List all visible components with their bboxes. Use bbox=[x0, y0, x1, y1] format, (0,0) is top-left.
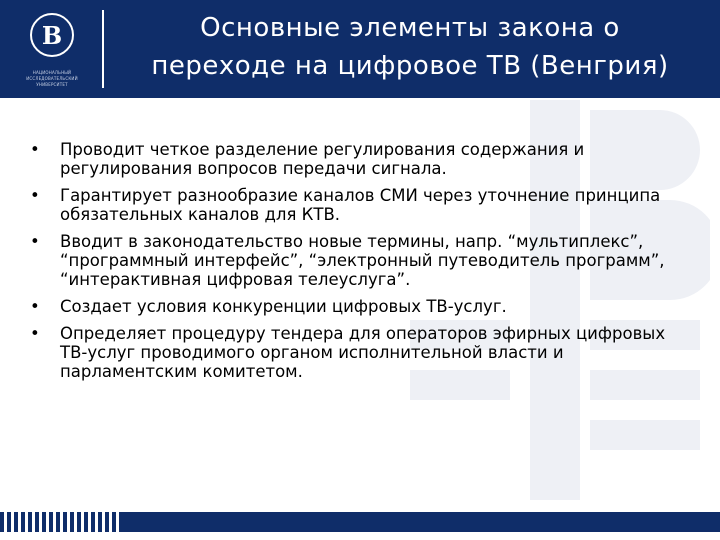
header-divider bbox=[102, 10, 104, 88]
bullet-marker: • bbox=[30, 140, 40, 159]
bullet-text: Гарантирует разнообразие каналов СМИ через уточнение принципа обязательных каналов для КТВ. bbox=[60, 186, 661, 224]
bullet-text: Проводит четкое разделение регулирования содержания и регулирования вопросов передачи сигнала. bbox=[60, 140, 585, 178]
slide-header bbox=[0, 0, 720, 98]
logo-caption: НАЦИОНАЛЬНЫЙ ИССЛЕДОВАТЕЛЬСКИЙ УНИВЕРСИТЕТ bbox=[26, 70, 78, 87]
bullet-marker: • bbox=[30, 297, 40, 316]
bullet-text: Определяет процедуру тендера для операторов эфирных цифровых ТВ-услуг проводимого органом исполнительной власти и парламентским комитетом. bbox=[60, 324, 666, 381]
bullet-text: Создает условия конкуренции цифровых ТВ-услуг. bbox=[60, 297, 507, 316]
bullet-marker: • bbox=[30, 186, 40, 205]
bullet-item bbox=[30, 297, 690, 316]
bullet-item bbox=[30, 324, 690, 381]
footer-stripes bbox=[0, 512, 120, 532]
bullet-list bbox=[30, 140, 690, 389]
hse-logo bbox=[10, 8, 94, 88]
bullet-marker: • bbox=[30, 324, 40, 343]
slide-title-line-1: Основные элементы закона о bbox=[200, 13, 620, 43]
hse-logo-icon: В bbox=[41, 20, 63, 50]
slide-title-line-2: переходе на цифровое ТВ (Венгрия) bbox=[151, 51, 669, 81]
bullet-item bbox=[30, 232, 690, 289]
slide-title bbox=[108, 9, 712, 85]
bullet-marker: • bbox=[30, 232, 40, 251]
footer-fill bbox=[120, 512, 720, 532]
bullet-item bbox=[30, 140, 690, 178]
bullet-text: Вводит в законодательство новые термины, напр. “мультиплекс”, “программный интерфейс”, “электронный путеводитель программ”, “интерактивная цифровая телеуслуга”. bbox=[60, 232, 665, 289]
footer-bar bbox=[0, 512, 720, 532]
bullet-item bbox=[30, 186, 690, 224]
